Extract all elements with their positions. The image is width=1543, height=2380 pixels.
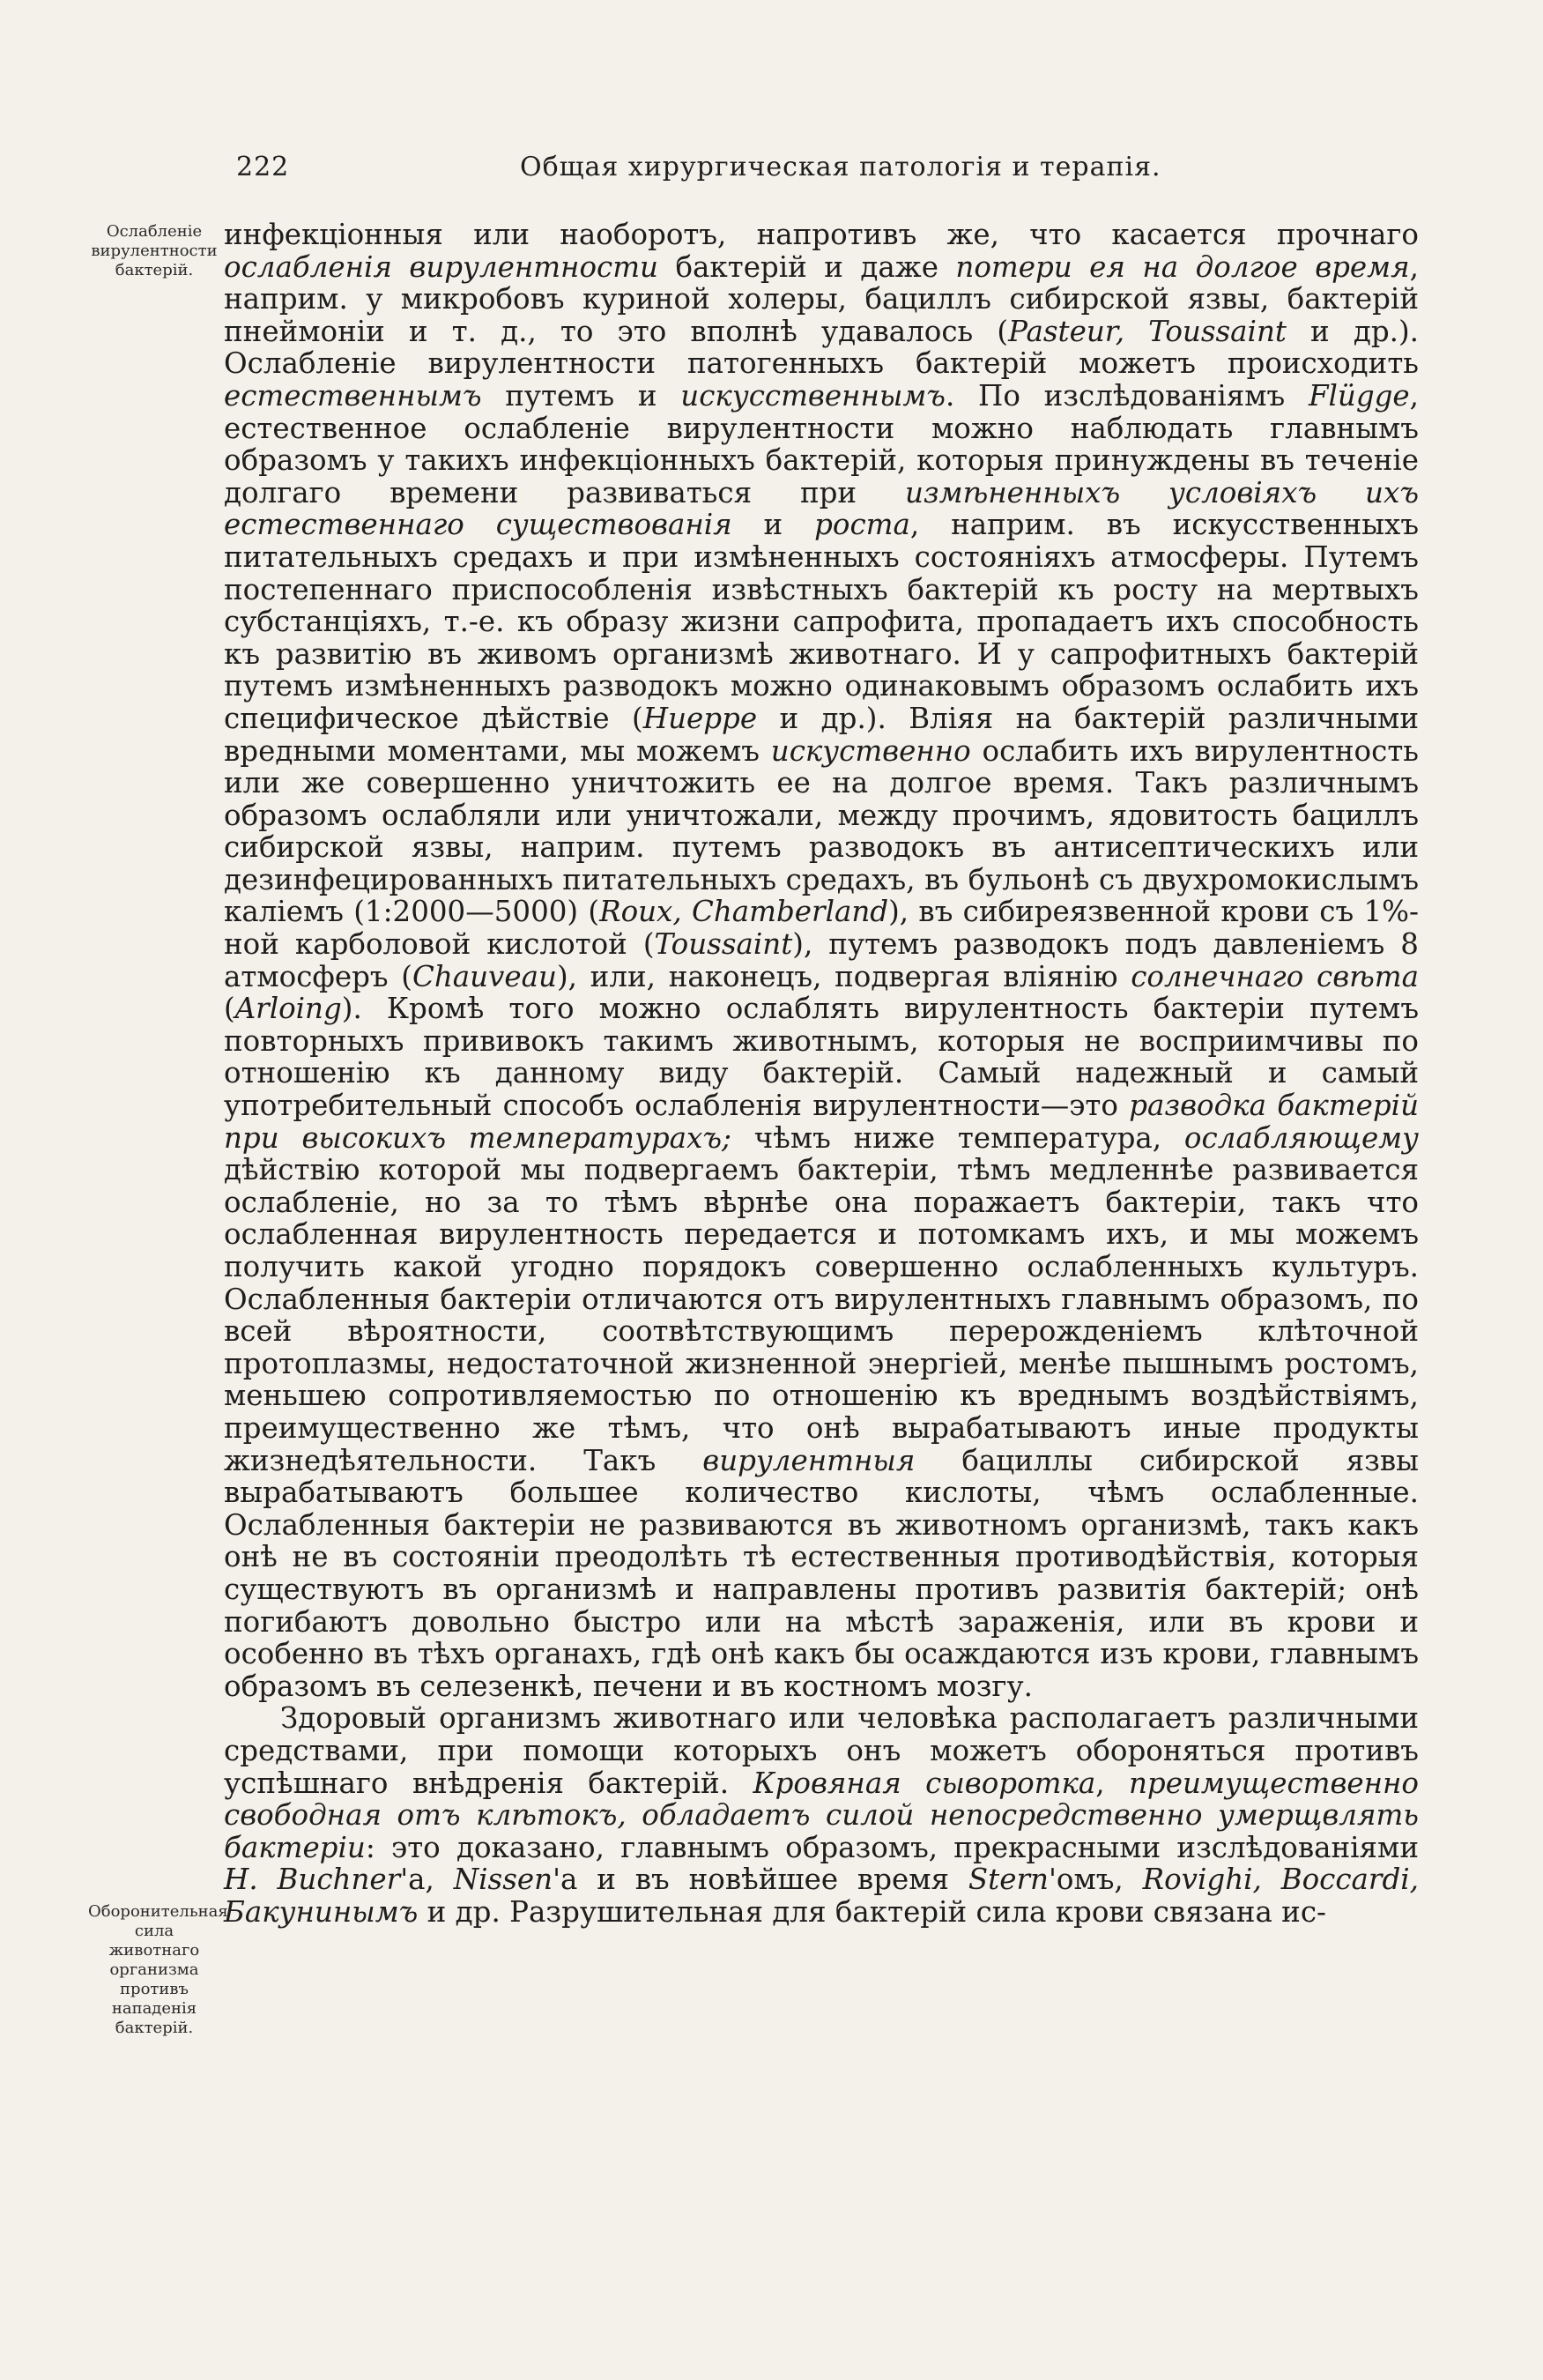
italic-run: ослабляющему [1183, 1120, 1419, 1155]
text-run: ослабить ихъ вирулентность или же совершенно уничтожить ее на долгое время. Такъ различнымъ образомъ ослабляли или уничтожали, между прочимъ, ядовитость бациллъ сибирской язвы, наприм. путемъ разводокъ въ антисептическихъ или дезинфецированныхъ питательныхъ средахъ, въ бульонѣ съ двухромокислымъ каліемъ (1:2000—5000) ( [224, 733, 1419, 929]
text-run: , [1095, 1766, 1129, 1800]
text-run: 'а, [400, 1863, 454, 1897]
italic-run: Nissen [453, 1863, 553, 1897]
italic-run: Arloing [234, 992, 342, 1026]
italic-run: Chauveau [412, 959, 557, 993]
running-title: Общая хирургическая патологія и терапія. [520, 152, 1161, 182]
text-run: Здоровый организмъ животнаго или человѣка располагаетъ различными средствами, при помощи которыхъ онъ можетъ обороняться противъ успѣшнаго внѣдренія бактерій. [224, 1701, 1419, 1800]
italic-run: Stern [968, 1863, 1049, 1897]
text-run: : это доказано, главнымъ образомъ, прекрасными изслѣдованіями [365, 1830, 1419, 1864]
body-text [224, 219, 1419, 1928]
running-head [0, 152, 1543, 187]
text-run: 'омъ, [1048, 1863, 1143, 1897]
italic-run: роста [814, 508, 910, 542]
page-number: 222 [236, 152, 290, 182]
text-run: , наприм. въ искусственныхъ питательныхъ средахъ и при измѣненныхъ состояніяхъ атмосферы. Путемъ постепеннаго приспособленія извѣстныхъ бактерій къ росту на мертвыхъ субстанціяхъ, т.-е. къ образу жизни сапрофита, пропадаетъ ихъ способность къ развитію въ живомъ организмѣ животнаго. И у сапрофитныхъ бактерій путемъ измѣненныхъ разводокъ можно одинаковымъ образомъ ослабить ихъ специфическое дѣйствіе ( [224, 508, 1420, 735]
italic-run: Toussaint [654, 927, 793, 962]
text-run: и [731, 508, 815, 542]
italic-run: преимущественно свободная отъ клѣтокъ, обладаетъ силой непосредственно умерщвлять бактеріи [224, 1766, 1419, 1864]
italic-run: Hueppe [642, 701, 758, 735]
text-run: ). Кромѣ того можно ослаблять вирулентность бактеріи путемъ повторныхъ прививокъ такимъ животнымъ, которыя не восприимчивы по отношенію къ данному виду бактерій. Самый надежный и самый употребительный способъ ослабленія вирулентности—это [224, 992, 1419, 1123]
text-run: бациллы сибирской язвы вырабатываютъ большее количество кислоты, чѣмъ ослабленные. Ослабленныя бактеріи не развиваются въ животномъ организмѣ, такъ какъ онѣ не въ состояніи преодолѣть тѣ естественныя противодѣйствія, которыя существуютъ въ организмѣ и направлены противъ развитія бактерій; онѣ погибаютъ довольно быстро или на мѣстѣ зараженія, или въ крови и особенно въ тѣхъ органахъ, гдѣ онѣ какъ бы осаждаются изъ крови, главнымъ образомъ въ селезенкѣ, печени и въ костномъ мозгу. [224, 1443, 1420, 1703]
text-run: и др. Разрушительная для бактерій сила крови связана ис- [418, 1894, 1326, 1929]
text-run: , естественное ослабленіе вирулентности можно наблюдать главнымъ образомъ у такихъ инфекціонныхъ бактерій, которыя принуждены въ теченіе долгаго времени развиваться при [224, 378, 1419, 509]
text-run: ), или, наконецъ, подвергая вліянію [556, 959, 1131, 993]
text-run: 'а и въ новѣйшее время [553, 1863, 968, 1897]
text-run: ), въ сибиреязвенной крови съ 1%-ной карболовой кислотой ( [224, 895, 1420, 962]
text-run: и др.). Вліяя на бактерій различными вредными моментами, мы можемъ [224, 701, 1419, 768]
margin-note-attenuation: Ослабленіе вирулентности бактерій. [91, 222, 218, 279]
text-run: инфекціонныя или наоборотъ, напротивъ же, что касается прочнаго [224, 218, 1419, 251]
italic-run: Roux, Chamberland [599, 895, 889, 929]
italic-run: Rovighi, Boccardi, Бакунинымъ [224, 1863, 1420, 1929]
italic-run: Pasteur, Toussaint [1008, 314, 1287, 348]
italic-run: солнечнаго свѣта [1131, 959, 1419, 993]
paragraph [224, 219, 1419, 1702]
text-run: , наприм. у микробовъ куриной холеры, бациллъ сибирской язвы, бактерій пнеймоніи и т. д., то это вполнѣ удавалось ( [224, 249, 1419, 348]
italic-run: естественнымъ [224, 378, 482, 413]
text-run: бактерій и даже [657, 249, 956, 284]
paragraph [224, 1702, 1419, 1928]
italic-run: Flügge [1308, 378, 1410, 413]
italic-run: Кровяная сыворотка [753, 1766, 1096, 1800]
italic-run: разводка бактерій при высокихъ температурахъ; [224, 1089, 1420, 1155]
text-run: чѣмъ ниже температура, [731, 1120, 1184, 1155]
italic-run: вирулентныя [702, 1443, 916, 1477]
italic-run: измѣненныхъ условіяхъ ихъ естественнаго существованія [224, 475, 1419, 542]
text-run: и др.). Ослабленіе вирулентности патогенныхъ бактерій можетъ происходить [224, 314, 1419, 381]
margin-note-defense: Оборонительная сила животнаго организма противъ нападенія бактерій. [88, 1902, 228, 2037]
text-run: путемъ и [481, 378, 681, 413]
italic-run: ослабленія вирулентности [224, 249, 658, 284]
text-run: ), путемъ разводокъ подъ давленіемъ 8 атмосферъ ( [224, 927, 1419, 993]
italic-run: H. Buchner [224, 1863, 401, 1897]
italic-run: искуственно [770, 733, 971, 768]
text-run: . По изслѣдованіямъ [945, 378, 1309, 413]
text-run: дѣйствію которой мы подвергаемъ бактеріи, тѣмъ медленнѣе развивается ослабленіе, но за то тѣмъ вѣрнѣе она поражаетъ бактеріи, такъ что ослабленная вирулентность передается и потомкамъ ихъ, и мы можемъ получить какой угодно порядокъ совершенно ослабленныхъ культуръ. Ослабленныя бактеріи отличаются отъ вирулентныхъ главнымъ образомъ, по всей вѣроятности, соотвѣтствующимъ перерожденіемъ клѣточной протоплазмы, недостаточной жизненной энергіей, менѣе пышнымъ ростомъ, меньшею сопротивляемостью по отношенію къ вреднымъ воздѣйствіямъ, преимущественно же тѣмъ, что онѣ вырабатываютъ иные продукты жизнедѣятельности. Такъ [224, 1153, 1419, 1477]
text-run: ( [224, 992, 235, 1026]
italic-run: искусственнымъ [680, 378, 946, 413]
italic-run: потери ея на долгое время [955, 249, 1410, 284]
